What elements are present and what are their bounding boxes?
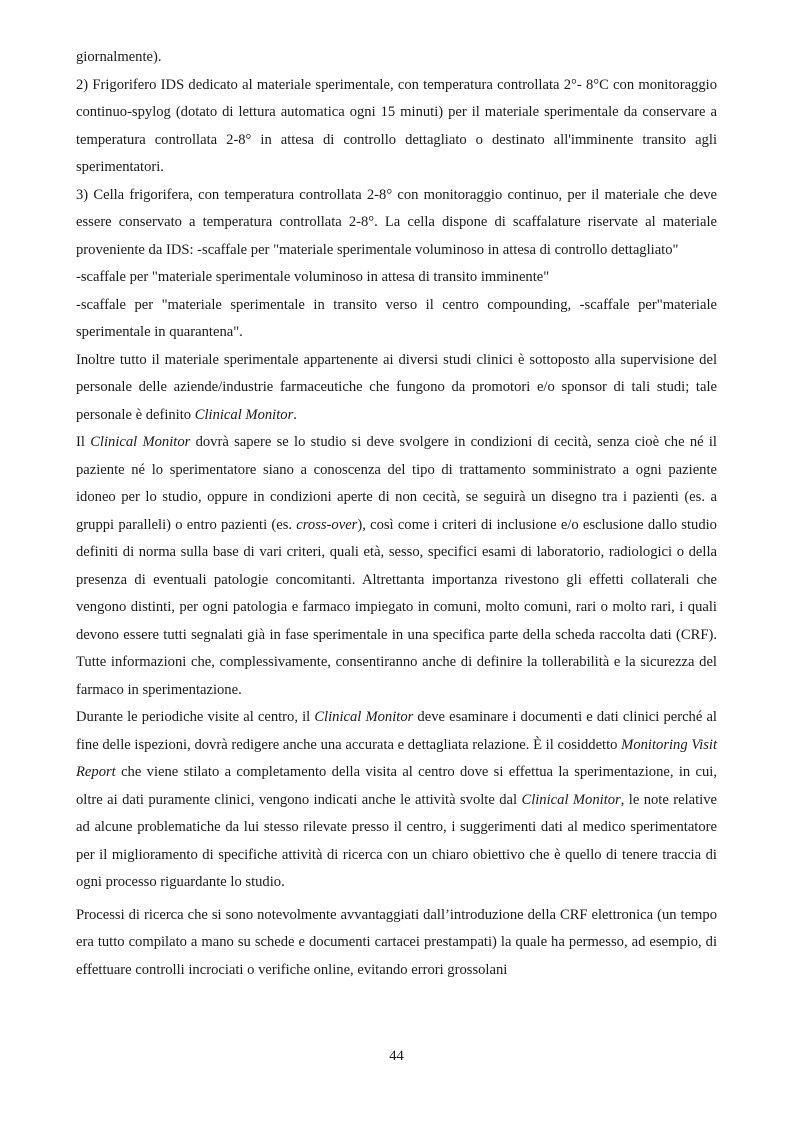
paragraph-cold-room: 3) Cella frigorifera, con temperatura controllata 2-8° con monitoraggio continuo, per il materiale che deve essere conservato a temperatura controllata 2-8°. La cella dispone di scaffalature riservate al materiale proveniente da IDS: -scaffale per "materiale sperimentale voluminoso in attesa di controllo dettagliato" [76, 186, 717, 258]
paragraph-continuation: giornalmente). [76, 49, 162, 65]
paragraph-fridge-ids: 2) Frigorifero IDS dedicato al materiale sperimentale, con temperatura controllata 2°- 8°C con monitoraggio continuo-spylog (dotato di lettura automatica ogni 15 minuti) per il materiale sperimentale da conservare a temperatura controllata 2-8° in attesa di controllo dettagliato o destinato all'imminente transito agli sperimentatori. [76, 76, 717, 175]
page-number: 44 [389, 1048, 404, 1064]
paragraph-monitoring-visit: Durante le periodiche visite al centro, il Clinical Monitor deve esaminare i documenti e dati clinici perché al fine delle ispezioni, dovrà redigere anche una accurata e dettagliata relazione. È il cosiddetto Monitoring Visit Report che viene stilato a completamento della visita al centro dove si effettua la sperimentazione, in cui, oltre ai dati puramente clinici, vengono indicati anche le attività svolte dal Clinical Monitor, le note relative ad alcune problematiche da lui stesso rilevate presso il centro, i suggerimenti dati al medico sperimentatore per il miglioramento di specifiche attività di ricerca con un chiaro obiettivo che è quello di tenere traccia di ogni processo riguardante lo studio. [76, 709, 718, 890]
paragraph-shelf-transit: -scaffale per "materiale sperimentale voluminoso in attesa di transito imminente" [76, 269, 550, 285]
paragraph-shelf-compounding: -scaffale per "materiale sperimentale in transito verso il centro compounding, -scaffale per"materiale sperimentale in quarantena". [76, 296, 717, 340]
paragraph-electronic-crf: Processi di ricerca che si sono notevolmente avvantaggiati dall’introduzione della CRF elettronica (un tempo era tutto compilato a mano su schede e documenti cartacei prestampati) la quale ha permesso, ad esempio, di effettuare controlli incrociati o verifiche online, evitando errori grossolani [76, 906, 717, 978]
paragraph-clinical-monitor-intro: Inoltre tutto il materiale sperimentale appartenente ai diversi studi clinici è sottoposto alla supervisione del personale delle aziende/industrie farmaceutiche che fungono da promotori e/o sponsor di tali studi; tale personale è definito Clinical Monitor. [76, 351, 717, 423]
paragraph-study-design: Il Clinical Monitor dovrà sapere se lo studio si deve svolgere in condizioni di cecità, senza cioè che né il paziente né lo sperimentatore siano a conoscenza del tipo di trattamento somministrato a ogni paziente idoneo per lo studio, oppure in condizioni aperte di non cecità, se seguirà un disegno tra i pazienti (es. a gruppi paralleli) o entro pazienti (es. cross-over), così come i criteri di inclusione e/o esclusione dallo studio definiti di norma sulla base di vari criteri, quali età, sesso, specifici esami di laboratorio, radiologici o della presenza di eventuali patologie concomitanti. Altrettanta importanza rivestono gli effetti collaterali che vengono distinti, per ogni patologia e farmaco impiegato in comuni, molto comuni, rari o molto rari, i quali devono essere tutti segnalati già in fase sperimentale in una specifica parte della scheda raccolta dati (CRF). Tutte informazioni che, complessivamente, consentiranno anche di definire la tollerabilità e la sicurezza del farmaco in sperimentazione. [76, 434, 717, 698]
document-body [76, 44, 717, 984]
